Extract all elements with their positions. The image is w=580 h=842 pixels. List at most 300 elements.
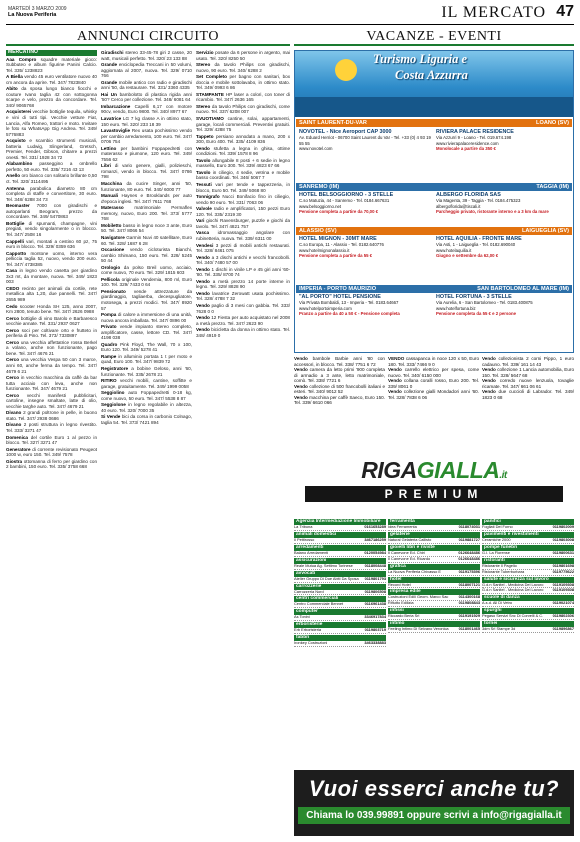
ad-text: 1 dischi in vinile LP e 45 giri anni '60-'80. Tel. 335/ 8700 74 bbox=[196, 266, 290, 278]
classified-ad bbox=[101, 116, 192, 127]
hotel-web: www.hotelfortuna.biz bbox=[436, 305, 476, 311]
ad-keyword: A Biella bbox=[6, 74, 23, 80]
vacanze-column-1 bbox=[294, 356, 385, 453]
ad-keyword: VENDO bbox=[388, 356, 405, 361]
ad-text: del cortile Euro 1 al pezzo in blocco. Tel. 327/ 3271 47 bbox=[6, 434, 97, 446]
classified-ad bbox=[101, 324, 192, 341]
directory-entry bbox=[482, 614, 574, 620]
ad-keyword: Occasione bbox=[101, 247, 125, 253]
ad-keyword: STAMPANTE bbox=[196, 91, 224, 97]
ad-keyword: Vendo bbox=[388, 389, 402, 394]
ad-keyword: Cerco bbox=[6, 392, 20, 398]
ad-text: carrello elettrico per spesa, come nuovo. Tel. 340/ 6150 000 bbox=[388, 367, 479, 378]
directory-category: animali domestici bbox=[294, 532, 386, 538]
ad-keyword: Vendo bbox=[294, 394, 308, 400]
directory-name: A.s.d. All Di Vetro bbox=[482, 600, 513, 606]
directory-phone: 0119191929 bbox=[458, 613, 480, 619]
directory-name: Centro Commerciale Bennet bbox=[294, 601, 344, 607]
ad-keyword: Libri bbox=[101, 163, 111, 169]
classified-ad bbox=[196, 303, 290, 314]
directory-name: Ristorante Il Pagelio bbox=[482, 562, 517, 568]
hotel-name: ALBERGO FLORIDA SAS bbox=[436, 192, 501, 198]
directory-category: carrozzerie bbox=[294, 584, 386, 590]
directory-category: hotel bbox=[388, 577, 480, 583]
directory-phone: 0119109308 bbox=[552, 581, 574, 587]
directory-column-2 bbox=[388, 518, 480, 770]
classified-ad bbox=[6, 410, 97, 421]
page-header bbox=[6, 3, 574, 25]
directory-phone: 0119109308 bbox=[552, 587, 574, 593]
directory-category: fabbri bbox=[294, 635, 386, 641]
location-left: IMPERIA - PORTO MAURIZIO bbox=[299, 286, 377, 292]
ad-text: per bambini Foppapedretti con materasso e piumone, 120 euro. Tel. 349/ 7556 62 bbox=[101, 145, 192, 162]
issue-date: MARTEDÌ 3 MARZO 2009 bbox=[8, 6, 67, 12]
directory-phone: 0119775622 bbox=[552, 568, 574, 574]
ad-keyword: Abito bbox=[6, 86, 18, 92]
ad-text: auto Foppapedretti 0-18 kg, come nuovo, 50 euro. Tel. 347/ 5538 8 87 bbox=[101, 390, 192, 401]
classified-ad bbox=[101, 193, 192, 204]
hotel-web: www.hotelmignonalassio.it bbox=[299, 247, 350, 253]
ad-text: allungabile 8 posti + 6 sedie in legno massello, Euro 300. Tel. 339/ 4823 67 66 bbox=[196, 157, 290, 169]
ad-keyword: Vendo bbox=[196, 315, 210, 321]
hotel-web: www.belsoggiorno.net bbox=[299, 203, 342, 209]
classified-ad bbox=[388, 378, 479, 389]
hotel-listing bbox=[436, 236, 570, 278]
directory-entry bbox=[482, 627, 574, 633]
directory-phone: 0119896867 bbox=[552, 626, 574, 632]
ad-keyword: Beomaster bbox=[6, 203, 30, 209]
hotel-name: "AL PORTO" HOTEL PENSIONE bbox=[299, 294, 381, 300]
directory-name: Ristorante Tuberburbara bbox=[482, 568, 525, 574]
ad-text: vari, montati a cestino 60 pz, 75 euro in blocco. Tel. 329/ 0359 636 bbox=[6, 238, 97, 250]
directory-name: Fogliati Del Forno bbox=[482, 524, 513, 529]
ad-keyword: Tavolo bbox=[196, 157, 211, 163]
directory-category: intimo bbox=[388, 621, 480, 627]
ad-keyword: Navigatore bbox=[101, 234, 125, 240]
classified-ad bbox=[6, 109, 97, 137]
classified-ad bbox=[196, 170, 290, 181]
ad-text: a metà prezzo 14 porte interne in legno. Tel. 329/ 8828 90 bbox=[196, 278, 290, 290]
classified-ad bbox=[101, 181, 192, 192]
directory-category: arredamenti bbox=[294, 545, 386, 551]
directory-name: G.d.n Sanitel - Medicina Del Lavoro bbox=[482, 581, 544, 587]
ad-keyword: Vendo bbox=[482, 367, 496, 372]
ad-keyword: Cedo bbox=[6, 303, 18, 309]
ad-text: da tavolo Philips con giradischi, come nuovo. Tel. 337/ 6208 007 bbox=[196, 103, 290, 115]
hotel-info: Via Asti, 1 - Laigueglia - Tel. 0182.690040 bbox=[436, 242, 516, 248]
directory-name: Il Canevone Ed. Ricardo bbox=[388, 555, 431, 561]
ad-keyword: Materasso bbox=[101, 205, 124, 211]
directory-name: Natural Gelateria Callisto bbox=[388, 536, 432, 542]
ad-keyword: Cerco bbox=[6, 339, 20, 345]
ad-text: collezionista 2 corni Pippo, 1 euro cadauno. Tel. 339/ 161 14 43 bbox=[482, 356, 574, 367]
directory-entry bbox=[294, 602, 386, 608]
hotel-web: www.novotel.com bbox=[299, 145, 333, 151]
ad-keyword: Vendo bbox=[294, 356, 308, 361]
directory-entry bbox=[294, 551, 386, 557]
classified-ad bbox=[6, 328, 97, 339]
section-title: IL MERCATO bbox=[441, 4, 546, 21]
classifieds-column-3 bbox=[196, 50, 290, 836]
ad-keyword: Giostra bbox=[6, 458, 23, 464]
directory-phone: 0119808843 bbox=[458, 600, 480, 606]
ad-keyword: Acquisto bbox=[6, 138, 26, 144]
tourism-location-bar bbox=[296, 285, 572, 293]
ad-keyword: Stereo bbox=[196, 62, 211, 68]
classified-ad bbox=[101, 205, 192, 222]
directory-name: G.I. La Florense bbox=[482, 549, 510, 555]
classified-ad bbox=[101, 414, 192, 425]
header-meta bbox=[8, 6, 67, 18]
directory-entry bbox=[294, 590, 386, 596]
directory-entry bbox=[388, 525, 480, 531]
directory-category: erboristerie bbox=[294, 622, 386, 628]
directory-category: infissi bbox=[388, 608, 480, 614]
directory-name: Costruzioni Edili Geom. Marco Sac bbox=[388, 594, 449, 600]
directory-name: Record Hotel bbox=[388, 581, 411, 587]
ad-keyword: Bottiglie bbox=[6, 220, 25, 226]
ad-keyword: Divano bbox=[6, 422, 22, 428]
ad-text: corredo nuove lenzuola, tovaglie ricamate. Tel. 347/ 661 06 61 bbox=[482, 378, 574, 389]
directory-column-3 bbox=[482, 518, 574, 770]
directory-entry bbox=[294, 577, 386, 583]
classified-ad bbox=[101, 366, 192, 377]
ad-keyword: Vendesi bbox=[196, 242, 214, 248]
location-right: LOANO (SV) bbox=[536, 120, 569, 126]
vacanze-column-3 bbox=[482, 356, 574, 453]
ad-text: 2 posti struttura in legno rivestito. Tel. 333/ 3271 47 bbox=[6, 422, 97, 433]
ad-keyword: Tappeto bbox=[196, 133, 214, 139]
hotel-offer: Pranzo a partire da 40 a 50 € - Pensione completa bbox=[299, 310, 400, 316]
classified-ad bbox=[388, 367, 479, 378]
ad-keyword: Casa bbox=[6, 268, 17, 274]
ad-text: squadre materiale gioco: Subbuteo e album figurine Panini Calcio. Tel. 335/ 1238823 bbox=[6, 56, 97, 73]
ad-text: collezione 1 Lancia automobilia, Euro 150. Tel. 328/ 5647 68 bbox=[482, 367, 574, 378]
ad-text: stereo 33-45-78 giri 2 casse, 20 watt, musicali perfetto. Tel. 320/ 23 133 88 bbox=[101, 50, 192, 61]
directory-phone: 0118008448 bbox=[364, 562, 386, 568]
ad-text: originale Vendemia, 800 ml, Euro 100. Tel. 329/ 7433 0 64 bbox=[101, 276, 192, 288]
ad-keyword: Generatore bbox=[6, 446, 31, 452]
ad-text: di calore a immersione di una unità, nuova ancora imballata. Tel. 347/ 0896 00 bbox=[101, 312, 192, 323]
classified-ad bbox=[196, 50, 290, 61]
classified-ad bbox=[196, 134, 290, 145]
ad-text: ottomanna di ferro per giardino con 2 bambini, 150 euro. Tel. 335/ 3758 668 bbox=[6, 458, 97, 470]
ad-text: bici da corsa in carbonio Colnago, taglia 54. Tel. 373/ 7421 894 bbox=[101, 414, 192, 425]
classified-ad bbox=[101, 223, 192, 234]
banner-title-line1: Turismo Liguria e bbox=[373, 52, 467, 66]
hotel-web: www.hotelportoimperia.com bbox=[299, 305, 352, 311]
ad-text: vendo 45 euro ventilatore nuovo 40 cm ancora da aprire. Tel. 347/ 7823840 bbox=[6, 74, 97, 85]
ad-keyword: Grande bbox=[101, 62, 118, 68]
ad-text: collana coralli rosso, Euro 200. Tel. 339/ 8061 0 bbox=[388, 378, 479, 389]
ad-keyword: Cappelli bbox=[6, 238, 24, 244]
directory-category: gelaterie bbox=[388, 532, 480, 538]
ad-text: per bagno con sanitari, box doccia e mobile sottolavabo, in ottimo stato. Tel. 349/ 0993 6 86 bbox=[196, 74, 290, 91]
ad-keyword: Tessuti bbox=[196, 182, 212, 188]
directory-entry bbox=[294, 564, 386, 570]
directory-phone: 0119806508 bbox=[364, 588, 386, 594]
classified-ad bbox=[6, 203, 97, 220]
hotel-offer: Parcheggio privato, ristorante interno e a 3 km da mare bbox=[436, 208, 549, 214]
ad-keyword: Vari bbox=[196, 218, 205, 224]
ad-text: bambolotto di plastica rigida anni '50? Cerco per collezione. Tel. 348/ 6081 64 bbox=[101, 91, 192, 103]
directory-phone: 3346917834 bbox=[364, 614, 386, 620]
ad-text: bicicletta da donna in ottimo stato. Tel. 348/ 4919 0 bbox=[196, 327, 290, 338]
directory-category: pavimenti e rivestimenti bbox=[482, 532, 574, 538]
ad-text: vende attrezzature da giardinaggio, tagliaerba, decespugliatore, motosega, a prezzi modici. Tel. 347/ 8920 57 bbox=[101, 288, 192, 311]
ad-keyword: Lavastoviglie bbox=[101, 128, 131, 134]
ad-text: da cucire Singer, anni '50, funzionante, 80 euro. Tel. 340/ 6000 77 bbox=[101, 181, 192, 192]
directory-entry bbox=[388, 627, 480, 633]
ad-text: lavatrice Zerowatt usata pochissimo. Tel. 328/ 4788 7 32 bbox=[196, 290, 290, 302]
directory-entry bbox=[294, 538, 386, 544]
ad-keyword: Manuali bbox=[101, 193, 119, 199]
ad-keyword: Macchina bbox=[101, 181, 122, 187]
ad-text: matrimoniale Permaflex memory, nuovo, Euro 200. Tel. 373/ 5777 768 bbox=[101, 205, 192, 222]
classified-ad bbox=[101, 104, 192, 115]
ad-keyword: Vendo bbox=[196, 302, 210, 308]
hotel-offer: Pensione completa da 55 € e 2 persone bbox=[436, 310, 517, 316]
classified-ad bbox=[294, 395, 385, 406]
ad-keyword: Si Vende bbox=[101, 414, 121, 420]
ad-keyword: Valvole bbox=[196, 206, 212, 212]
classified-ad bbox=[482, 356, 574, 367]
hotel-web: www.rivierapalaceresidence.com bbox=[436, 140, 499, 146]
directory-name: Rifiutto Edilizia bbox=[388, 600, 414, 606]
directory-category: Agenzia Intermediazione Immobiliare bbox=[294, 519, 386, 525]
ad-keyword: Vendo bbox=[196, 145, 210, 151]
classified-ad bbox=[101, 163, 192, 180]
ad-text: una vecchia Vespa 50 con 3 marce, anni 60, anche ferma da tempo. Tel. 347/ 4679 6 21 bbox=[6, 357, 97, 374]
ad-text: da sposa lungo bianco fiocchi e couture Ivano taglia 42 con sottogonna scarpe e velo, prezzo da concordare. Tel. 340/ 9065768 bbox=[6, 86, 97, 108]
ad-keyword: Divano bbox=[6, 410, 22, 416]
ad-keyword: Registratore bbox=[101, 365, 129, 371]
directory-category: avvocati bbox=[294, 571, 386, 577]
ad-keyword: Lavatrice bbox=[101, 116, 122, 122]
directory-name: La Nuova Periferia Chivasso E bbox=[388, 568, 441, 574]
directory-phone: 0119800631 bbox=[552, 549, 574, 555]
directory-phone: 3467186259 bbox=[364, 536, 386, 542]
hotel-listing bbox=[299, 236, 433, 278]
classified-ad bbox=[6, 375, 97, 392]
hotel-info: C.so Europa, 11 - Alassio - Tel. 0182.640776 bbox=[299, 242, 384, 248]
classified-ad bbox=[196, 116, 290, 133]
classified-ad bbox=[196, 62, 290, 73]
ad-text: a 3 dischi antichi e vecchi francobolli. Tel. 340/ 7480 57 00 bbox=[196, 254, 290, 266]
ad-text: Haynes e Brooklands per auto d'epoca inglesi. Tel. 347/ 7611 768 bbox=[101, 193, 192, 204]
classified-ad bbox=[196, 315, 290, 326]
ad-keyword: Stereo bbox=[196, 103, 211, 109]
ad-keyword: Mobiletto bbox=[101, 222, 122, 228]
ad-text: scooter Honda SH 125, anno 2007, Km 2800, tenuto bene. Tel. 347/ 2626 0988 bbox=[6, 303, 97, 315]
ad-keyword: Grande bbox=[101, 79, 118, 85]
classified-ad bbox=[6, 435, 97, 446]
classified-ad bbox=[294, 384, 385, 395]
directory-name: Il Canevone Ed. Chiri bbox=[388, 549, 425, 555]
ad-keyword: Vendo bbox=[196, 327, 210, 333]
ad-text: due cuccioli di Labrador. Tel. 349/ 1823 0 68 bbox=[482, 389, 574, 400]
ad-keyword: Vendo bbox=[196, 290, 210, 296]
classified-ad bbox=[294, 356, 385, 367]
ad-text: montone uomo, interno vera pelliccia taglia 52, nuovo, vendo 200 euro. Tel. 347/ 4738385 bbox=[6, 250, 97, 267]
ad-text: HP laser a colori, con toner di ricambio. Tel. 347/ 2636 165 bbox=[196, 91, 290, 103]
ad-keyword: Privato bbox=[101, 324, 117, 330]
directory-entry bbox=[294, 525, 386, 531]
classified-ad bbox=[196, 218, 290, 229]
ad-text: mobile antico con radio e giradischi anni '50, da restaurare. Tel. 331/ 3360 4335 bbox=[101, 79, 192, 91]
directory-phone: 0126648486 bbox=[458, 549, 480, 555]
directory-name: As Tonini bbox=[294, 614, 310, 620]
location-left: ALASSIO (SV) bbox=[299, 228, 337, 234]
classified-ad bbox=[6, 186, 97, 203]
classified-ad bbox=[101, 312, 192, 323]
directory-name: Carrozzeria Nord bbox=[294, 588, 324, 594]
classified-ad bbox=[388, 356, 479, 367]
directory-name: Ceramiche 2000 bbox=[482, 536, 511, 542]
directory-category: ferramenta bbox=[388, 519, 480, 525]
classified-ad bbox=[6, 316, 97, 327]
directory-category: assicurazioni bbox=[294, 558, 386, 564]
directory-phone: 0114300168 bbox=[458, 594, 480, 600]
directory-phone: 0119801698 bbox=[552, 562, 574, 568]
directory-category: salute e sicurezza sul lavoro bbox=[482, 577, 574, 583]
directory-name: G.d.n Sanitel - Medicina Del Lavoro bbox=[482, 587, 544, 593]
ad-keyword: Vasca bbox=[196, 230, 210, 236]
hotel-info: Av. Eduard Herriot - 06700 Saint Laurent du Var - Tel. +33 (0) 4 93 19 55 55 bbox=[299, 135, 431, 146]
classified-ad bbox=[6, 393, 97, 410]
hotel-offer: Pensione completa a partire da 70,00 € bbox=[299, 208, 379, 214]
hotel-name: HOTEL AQUILIA - FRONTE MARE bbox=[436, 236, 522, 242]
classified-ad bbox=[6, 304, 97, 315]
directory-category: pompe funebri bbox=[482, 545, 574, 551]
ad-keyword: Vendo bbox=[482, 378, 496, 383]
ad-keyword: Giradischi bbox=[101, 50, 124, 55]
ad-keyword: RITIRO bbox=[101, 378, 117, 384]
directory-entry bbox=[482, 538, 574, 544]
ad-text: vende impianto stereo completo, amplificatore, casse, lettore CD. Tel. 347/ 4198 038 bbox=[101, 324, 192, 341]
classified-ad bbox=[6, 221, 97, 238]
directory-phone: 0119175396 bbox=[458, 568, 480, 574]
directory-phone: 0119802009 bbox=[552, 524, 574, 529]
location-left: SANREMO (IM) bbox=[299, 184, 340, 190]
classified-ad bbox=[6, 161, 97, 172]
ad-text: giochi Ravensburger, puzzle e giochi da tavolo. Tel. 347/ 4821 757 bbox=[196, 218, 290, 229]
classified-ad bbox=[101, 402, 192, 413]
ad-keyword: Cerco bbox=[6, 375, 20, 381]
ad-text: a bobine Geloso, anni '60, funzionante. Tel. 335/ 2678 21 bbox=[101, 365, 192, 377]
ad-keyword: Seggiolino bbox=[101, 390, 125, 396]
directory-phone: 0118074031 bbox=[458, 524, 480, 529]
directory-category: scuole di danza bbox=[482, 595, 574, 601]
ad-text: di spumanti, champagne, vini pregiati, vendo singolarmente o in blocco. Tel. 347/ 2508 16 bbox=[6, 220, 97, 237]
directory-entry bbox=[482, 588, 574, 594]
ad-text: LG 7 kg classe A in ottimo stato, 150 euro. Tel. 320/ 233 18 39 bbox=[101, 116, 192, 127]
ad-text: collezione gialli Mondadori anni '60. Tel. 328/ 7838 6 06 bbox=[388, 389, 479, 400]
ad-keyword: Anello bbox=[6, 173, 21, 179]
location-right: TAGGIA (IM) bbox=[536, 184, 569, 190]
ad-text: recinto per animali da cortile, rete metallica alta 1,20, due pannelli. Tel. 347/ 2655 989 bbox=[6, 285, 97, 302]
ad-text: cantine, solai, appartamenti, garage, locali commerciali. Preventivi gratuiti. Tel. 329/ 4288 75 bbox=[196, 116, 290, 133]
classified-ad bbox=[101, 247, 192, 264]
directory-category: gioielli libri e riviste bbox=[388, 545, 480, 551]
ad-text: Garmin Nuvi 40 satellitare, Euro 60. Tel. 328/ 1687 6 28 bbox=[101, 234, 192, 246]
ad-text: 3 pezzi di mobili antichi restaurati. Tel. 328/ 8461 075 bbox=[196, 242, 290, 254]
ad-text: in vecchio macchina da caffè da bar tutta acciaio con leva, anche non funzionante. Tel. 347/ 4679 21 bbox=[6, 375, 97, 392]
classified-ad bbox=[196, 267, 290, 278]
ad-keyword: Acquisterei bbox=[6, 109, 32, 115]
ad-text: da polso Breil uomo, acciaio, come nuovo, 70 euro. Tel. 329/ 1815 603 bbox=[101, 264, 192, 276]
directory-phone: 0116961438 bbox=[364, 601, 386, 607]
ad-text: soci per coltivare orto e frutteto in periferia di Pino. Tel. 373/ 7330897 bbox=[6, 327, 97, 339]
classified-ad bbox=[101, 80, 192, 91]
classified-ad bbox=[196, 146, 290, 157]
classified-ad bbox=[101, 265, 192, 276]
hotel-offer: Pensione completa a partire da 55 € bbox=[299, 252, 373, 258]
ad-keyword: Quadro bbox=[101, 341, 118, 347]
directory-name: Feeling Intimo Di Selvano Veronica bbox=[388, 626, 449, 632]
ad-text: bottiglie di vino Barolo e Barbaresco vecchie annate. Tel. 331/ 2937 0627 bbox=[6, 315, 97, 327]
classified-ad bbox=[6, 268, 97, 285]
ad-text: da tavolo Philips con giradischi, nuovo, 90 euro. Tel. 340/ 6288 2 bbox=[196, 62, 290, 73]
directory-name: Baiano Arredamenti bbox=[294, 549, 329, 555]
ad-text: 7000 con giradischi e autoparlanti Beogram, prezzo da concordare. Tel. 349/ 5470863 bbox=[6, 203, 97, 220]
directory-category: centri commerciali bbox=[294, 596, 386, 602]
classified-ad bbox=[482, 378, 574, 389]
hotel-name: RIVIERA PALACE RESIDENCE bbox=[436, 129, 514, 135]
classified-ad bbox=[101, 92, 192, 103]
ad-keyword: Hai Un bbox=[101, 91, 117, 97]
directory-name: Reale Mutua Ag. Settimo Torinese bbox=[294, 562, 353, 568]
classified-ad bbox=[388, 389, 479, 400]
classified-ad bbox=[101, 289, 192, 311]
hotel-name: NOVOTEL - Nice Aeroport CAP 3000 bbox=[299, 129, 392, 135]
ad-text: Rex usata pochissimo vendo per cambio arredamento, 100 euro. Tel. 347/ 0706 754 bbox=[101, 128, 192, 145]
ad-text: di vario genere, gialli, polizieschi, romanzi, vendo in blocco. Tel. 347/ 0786 798 bbox=[101, 163, 192, 180]
directory-phone: 0126648486 bbox=[458, 555, 480, 561]
directory-name: Atelier Gruppo Di Due Abiti Da Sposa bbox=[294, 575, 359, 581]
classified-ad bbox=[482, 367, 574, 378]
hotel-name: HOTEL FORTUNA - 3 STELLE bbox=[436, 294, 512, 300]
ad-keyword: Vendo bbox=[294, 367, 308, 372]
directory-name: Erb Erboristeria bbox=[294, 627, 322, 633]
directory-entry bbox=[482, 551, 574, 557]
brand-part-1: RIGA bbox=[361, 457, 417, 483]
ad-text: in alluminio portata 1 t per moto e quad, Euro 100. Tel. 347/ 9839 72 bbox=[101, 353, 192, 365]
ad-text: cassapanca in noce 120 x 50, Euro 180. Tel. 333/ 7466 9 0 bbox=[388, 356, 479, 367]
ad-keyword: Vendo bbox=[196, 254, 210, 260]
brand-part-3: .it bbox=[499, 470, 507, 481]
directory-entry bbox=[388, 601, 480, 607]
hotel-info: Via Aurelia, 6 - San Bartolomeo - Tel. 0183.400875 bbox=[436, 300, 533, 306]
hotel-listing bbox=[299, 294, 433, 350]
directory-column-1 bbox=[294, 518, 386, 770]
ad-keyword: Lettino bbox=[101, 145, 117, 151]
ad-keyword: Pompa bbox=[101, 312, 117, 318]
ad-text: vendo cicloturista Bianchi, cambio Shimano, 150 euro. Tel. 328/ 5245 50 44 bbox=[101, 247, 192, 264]
directory-phone: 0119803719 bbox=[364, 627, 386, 633]
classified-ad bbox=[196, 104, 290, 115]
ad-keyword: Aaa Compro bbox=[6, 56, 37, 62]
classified-ad bbox=[6, 74, 97, 85]
publication-name: La Nuova Periferia bbox=[8, 12, 57, 18]
classified-ad bbox=[196, 279, 290, 290]
classified-ad bbox=[6, 239, 97, 250]
ad-text: Pink Floyd, The Wall, 70 x 100, Euro 120. Tel. 349/ 5278 41 bbox=[101, 341, 192, 353]
premium-label: PREMIUM bbox=[305, 486, 563, 502]
ad-text: bambole Barbie anni '80 con accessori, in blocco. Tel. 338/ 7751 6 72 bbox=[294, 356, 385, 367]
directory-entry bbox=[294, 628, 386, 634]
classified-ad bbox=[6, 422, 97, 433]
